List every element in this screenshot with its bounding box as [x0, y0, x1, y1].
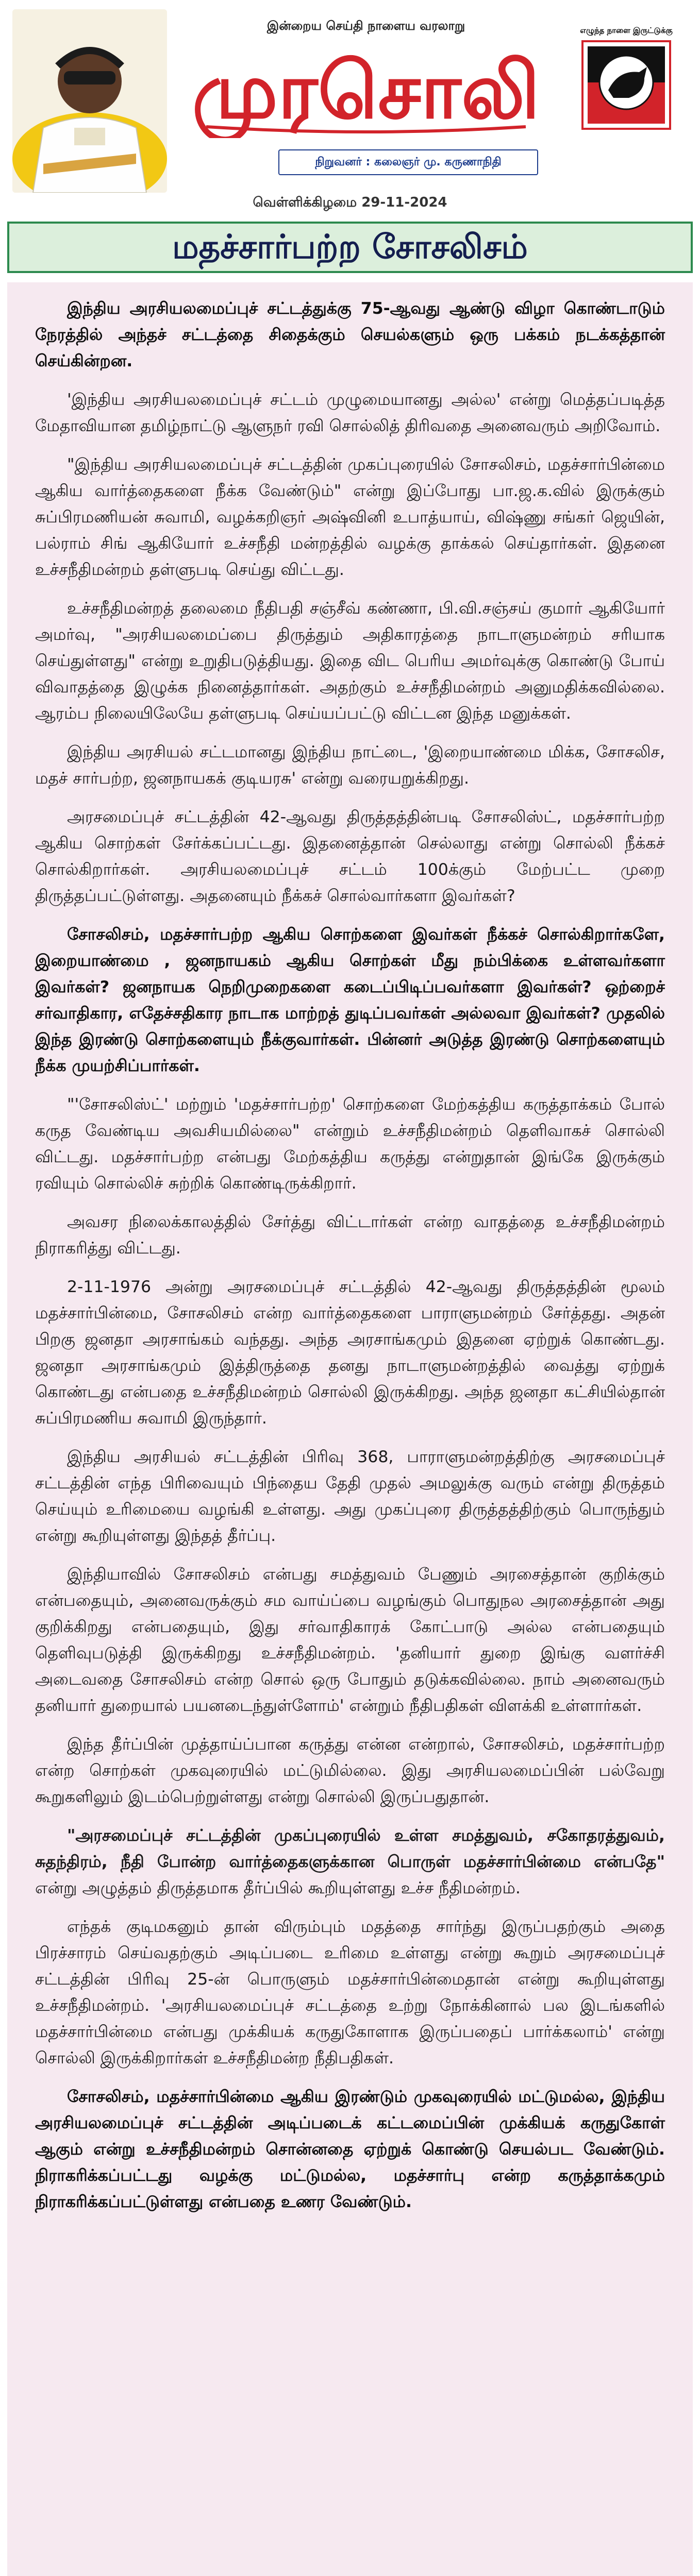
paragraph-11: இந்திய அரசியல் சட்டத்தின் பிரிவு 368, பாராளுமன்றத்திற்கு அரசமைப்புச் சட்டத்தின் எந்த பிரிவையும் பிந்தைய தேதி முதல் அமலுக்கு வரும் என்று திருத்தம் செய்யும் உரிமையை வழங்கி உள்ளது. அது முகப்புரை திருத்தத்திற்கும் பொருந்தும் என்று கூறியுள்ளது இந்தத் தீர்ப்பு. — [35, 1448, 665, 1545]
paragraph-14 — [35, 1823, 665, 1902]
editorial-title: மதச்சார்பற்ற சோசலிசம் — [172, 228, 528, 266]
party-emblem-logo — [567, 21, 686, 155]
masthead-tagline: இன்றைய செய்தி நாளைய வரலாறு — [266, 19, 465, 33]
paragraph-14-rest: என்று அழுத்தம் திருத்தமாக தீர்ப்பில் கூறியுள்ளது உச்ச நீதிமன்றம். — [35, 1879, 521, 1897]
paragraph-4: உச்சநீதிமன்றத் தலைமை நீதிபதி சஞ்சீவ் கண்ணா, பி.வி.சஞ்சய் குமார் ஆகியோர் அமர்வு, "அரசியலமைப்பை திருத்தும் அதிகாரத்தை நாடாளுமன்றம் சரியாக செய்துள்ளது" என்று உறுதிபடுத்தியது. இதை விட பெரிய அமர்வுக்கு கொண்டு போய் விவாதத்தை இழுக்க நினைத்தார்கள். அதற்கும் உச்சநீதிமன்றம் அனுமதிக்கவில்லை. ஆரம்ப நிலையிலேயே தள்ளுபடி செய்யப்பட்டு விட்டன இந்த மனுக்கள். — [35, 599, 665, 723]
paragraph-9: அவசர நிலைக்காலத்தில் சேர்த்து விட்டார்கள் என்ற வாதத்தை உச்சநீதிமன்றம் நிராகரித்து விட்டது. — [35, 1213, 665, 1258]
founder-credit-box — [278, 149, 538, 175]
emblem-caption: எழுந்த நாளை இருட்டுக்கு — [580, 26, 673, 35]
issue-date: வெள்ளிக்கிழமை 29-11-2024 — [253, 195, 447, 210]
editorial-body — [7, 282, 693, 2576]
editorial-title-banner — [7, 222, 693, 273]
paragraph-10: 2-11-1976 அன்று அரசமைப்புச் சட்டத்தில் 42-ஆவது திருத்தத்தின் மூலம் மதச்சார்பின்மை, சோசலிசம் என்ற வார்த்தைகளை பாராளுமன்றம் சேர்த்தது. அதன் பிறகு ஜனதா அரசாங்கம் வந்தது. அந்த அரசாங்கமும் இதனை ஏற்றுக் கொண்டது. ஜனதா அரசாங்கமும் இத்திருத்தை தனது நாடாளுமன்றத்தில் வைத்து ஏற்றுக் கொண்டது என்பதை உச்சநீதிமன்றம் சொல்லி இருக்கிறது. அந்த ஜனதா கட்சியில்தான் சுப்பிரமணிய சுவாமி இருந்தார். — [35, 1278, 665, 1428]
paragraph-15: எந்தக் குடிமகனும் தான் விரும்பும் மதத்தை சார்ந்து இருப்பதற்கும் அதை பிரச்சாரம் செய்வதற்கும் அடிப்படை உரிமை உள்ளது என்று கூறும் அரசமைப்புச் சட்டத்தின் பிரிவு 25-ன் பொருளும் மதச்சார்பின்மைதான் என்று கூறியுள்ளது உச்சநீதிமன்றம். 'அரசியலமைப்புச் சட்டத்தை உற்று நோக்கினால் பல இடங்களில் மதச்சார்பின்மை என்பது முக்கியக் கருதுகோளாக இருப்பதைப் பார்க்கலாம்' என்று சொல்லி இருக்கிறார்கள் உச்சநீதிமன்ற நீதிபதிகள். — [35, 1918, 665, 2067]
murasoli-logo — [186, 40, 546, 138]
paragraph-13: இந்த தீர்ப்பின் முத்தாய்ப்பான கருத்து என்ன என்றால், சோசலிசம், மதச்சார்பற்ற என்ற சொற்கள் முகவுரையில் மட்டுமில்லை. இது அரசியலமைப்பின் பல்வேறு கூறுகளிலும் இடம்பெற்றுள்ளது என்று சொல்லி இருப்பதுதான். — [35, 1735, 665, 1806]
logo-wordmark: முரசொலி — [192, 46, 540, 136]
masthead — [0, 0, 700, 216]
founder-credit: நிறுவனர் : கலைஞர் மு. கருணாநிதி — [315, 156, 502, 168]
founder-portrait-illustration — [12, 9, 167, 193]
paragraph-14-quote: "அரசமைப்புச் சட்டத்தின் முகப்புரையில் உள்ள சமத்துவம், சகோதரத்துவம், சுதந்திரம், நீதி போன்ற வார்த்தைகளுக்கான பொருள் மதச்சார்பின்மை என்பதே" — [35, 1826, 665, 1871]
founder-portrait — [12, 9, 167, 193]
paragraph-3: "இந்திய அரசியலமைப்புச் சட்டத்தின் முகப்புரையில் சோசலிசம், மதச்சார்பின்மை ஆகிய வார்த்தைகளை நீக்க வேண்டும்" என்று இப்போது பா.ஜ.க.வில் இருக்கும் சுப்பிரமணியன் சுவாமி, வழக்கறிஞர் அஷ்வினி உபாத்யாய், விஷ்ணு சங்கர் ஜெயின், பல்ராம் சிங் ஆகியோர் உச்சநீதி மன்றத்தில் வழக்கு தாக்கல் செய்தார்கள். இதனை உச்சநீதிமன்றம் தள்ளுபடி செய்து விட்டது. — [35, 455, 665, 579]
paragraph-8: "'சோசலிஸ்ட்' மற்றும் 'மதச்சார்பற்ற' சொற்களை மேற்கத்திய கருத்தாக்கம் போல் கருத வேண்டிய அவசியமில்லை" என்றும் உச்சநீதிமன்றம் தெளிவாகச் சொல்லி விட்டது. மதச்சார்பற்ற என்பது மேற்கத்திய கருத்து என்றுதான் இங்கே இருக்கும் ரவியும் சொல்லிச் சுற்றிக் கொண்டிருக்கிறார். — [35, 1095, 665, 1193]
paragraph-1: இந்திய அரசியலமைப்புச் சட்டத்துக்கு 75-ஆவது ஆண்டு விழா கொண்டாடும் நேரத்தில் அந்தச் சட்டத்தை சிதைக்கும் செயல்களும் ஒரு பக்கம் நடக்கத்தான் செய்கின்றன. — [35, 299, 665, 370]
paragraph-5: இந்திய அரசியல் சட்டமானது இந்திய நாட்டை, 'இறையாண்மை மிக்க, சோசலிச, மதச் சார்பற்ற, ஜனநாயகக் குடியரசு' என்று வரையறுக்கிறது. — [35, 743, 665, 788]
paragraph-16: சோசலிசம், மதச்சார்பின்மை ஆகிய இரண்டும் முகவுரையில் மட்டுமல்ல, இந்திய அரசியலமைப்புச் சட்டத்தின் அடிப்படைக் கட்டமைப்பின் முக்கியக் கருதுகோள் ஆகும் என்று உச்சநீதிமன்றம் சொன்னதை ஏற்றுக் கொண்டு செயல்பட வேண்டும். நிராகரிக்கப்பட்டது வழக்கு மட்டுமல்ல, மதச்சார்பு என்ற கருத்தாக்கமும் நிராகரிக்கப்பட்டுள்ளது என்பதை உணர வேண்டும். — [35, 2088, 665, 2211]
paragraph-7: சோசலிசம், மதச்சார்பற்ற ஆகிய சொற்களை இவர்கள் நீக்கச் சொல்கிறார்களே, இறையாண்மை , ஜனநாயகம் ஆகிய சொற்கள் மீது நம்பிக்கை உள்ளவர்களா இவர்கள்? ஜனநாயக நெறிமுறைகளை கடைப்பிடிப்பவர்களா இவர்கள்? ஒற்றைச் சர்வாதிகார, எதேச்சதிகார நாடாக மாற்றத் துடிப்பவர்கள் அல்லவா இவர்கள்? முதலில் இந்த இரண்டு சொற்களையும் நீக்குவார்கள். பின்னர் அடுத்த இரண்டு சொற்களையும் நீக்க முயற்சிப்பார்கள். — [35, 925, 665, 1075]
paragraph-2: 'இந்திய அரசியலமைப்புச் சட்டம் முழுமையானது அல்ல' என்று மெத்தப்படித்த மேதாவியான தமிழ்நாட்டு ஆளுநர் ரவி சொல்லித் திரிவதை அனைவரும் அறிவோம். — [35, 391, 665, 435]
paragraph-12: இந்தியாவில் சோசலிசம் என்பது சமத்துவம் பேணும் அரசைத்தான் குறிக்கும் என்பதையும், அனைவருக்கும் சம வாய்ப்பை வழங்கும் பொதுநல அரசைத்தான் அது குறிக்கிறது என்பதையும், இது சர்வாதிகாரக் கோட்பாடு அல்ல என்பதையும் தெளிவுபடுத்தி இருக்கிறது உச்சநீதிமன்றம். 'தனியார் துறை இங்கு வளர்ச்சி அடைவதை சோசலிசம் என்ற சொல் ஒரு போதும் தடுக்கவில்லை. நாம் அனைவரும் தனியார் துறையால் பயனடைந்துள்ளோம்' என்றும் நீதிபதிகள் விளக்கி உள்ளார்கள். — [35, 1565, 665, 1715]
paragraph-6: அரசமைப்புச் சட்டத்தின் 42-ஆவது திருத்தத்தின்படி சோசலிஸ்ட், மதச்சார்பற்ற ஆகிய சொற்கள் சேர்க்கப்பட்டது. இதனைத்தான் செல்லாது என்று சொல்லி நீக்கச் சொல்கிறார்கள். அரசியலமைப்புச் சட்டம் 100க்கும் மேற்பட்ட முறை திருத்தப்பட்டுள்ளது. அதனையும் நீக்கச் சொல்வார்களா இவர்கள்? — [35, 808, 665, 905]
